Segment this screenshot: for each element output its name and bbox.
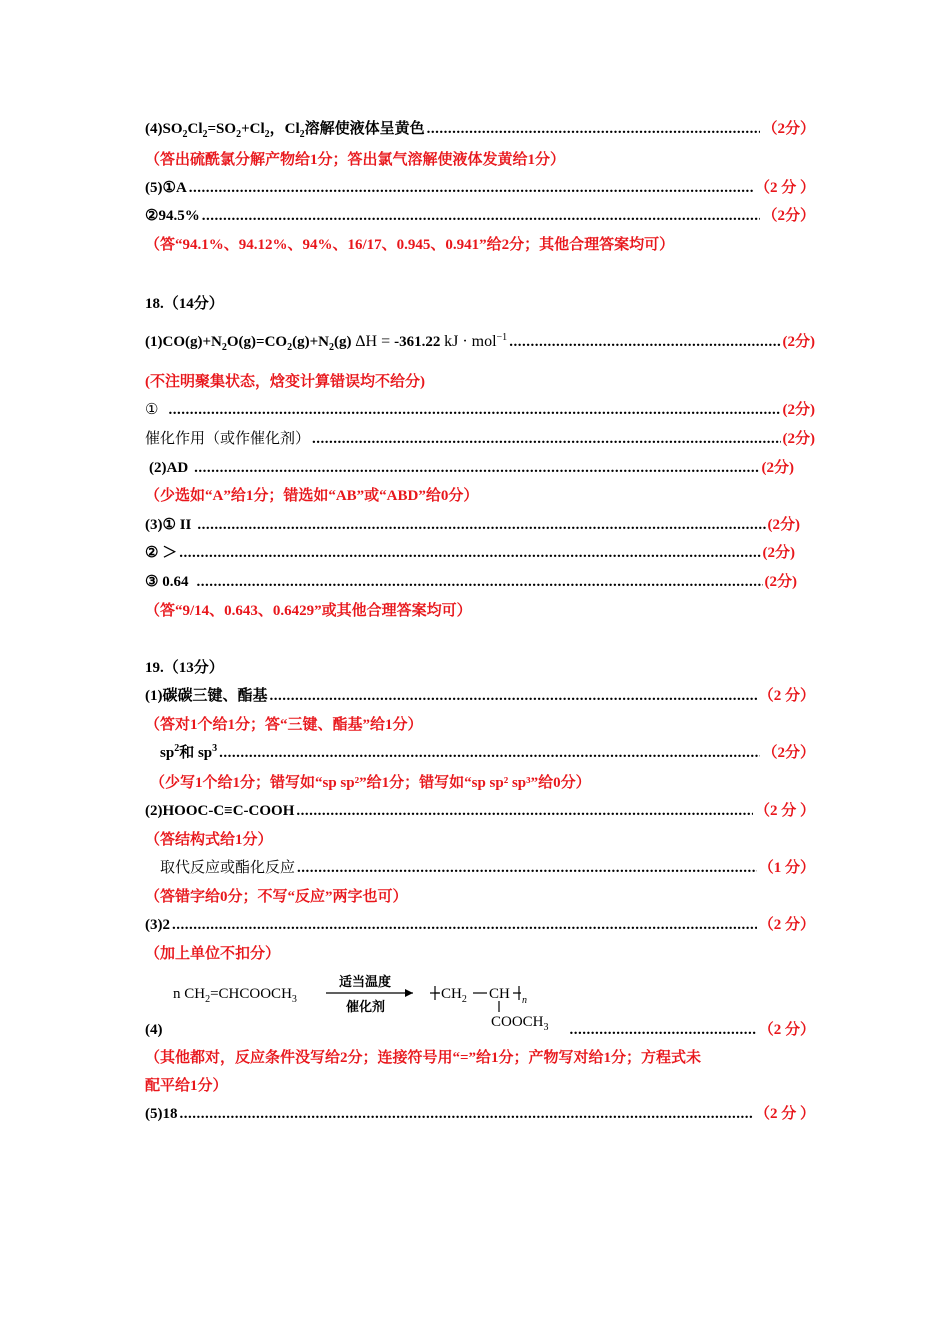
answer-18-3-1 xyxy=(145,513,800,539)
section-heading-18: 18.（14分） xyxy=(145,296,224,312)
answer-18-3-3 xyxy=(145,570,797,596)
answer-18-1 xyxy=(145,330,815,356)
answer-text: (1)碳碳三键、酯基 xyxy=(145,688,268,704)
grading-note: （答结构式给1分） xyxy=(145,832,273,848)
answer-17-5-2 xyxy=(145,204,815,230)
answer-19-5 xyxy=(145,1102,815,1128)
product-ester-group: $COOCH_3$ xyxy=(491,1014,549,1033)
answer-text: ②94.5% xyxy=(145,208,200,224)
answer-text: (2)HOOC-C≡C-COOH xyxy=(145,803,295,819)
score: （2分） xyxy=(762,208,815,224)
score: （2 分） xyxy=(758,917,815,933)
answer-18-1-circle xyxy=(145,398,815,424)
leader-dots xyxy=(197,517,765,534)
answer-text: (3)2 xyxy=(145,917,170,933)
answer-text: $(1)CO(g)+N_2O(g)=CO_2(g)+N_2(g) \Delta H = -361.22$ kJ · mol$^{-1}$ xyxy=(145,332,508,353)
answer-text: (2)AD xyxy=(149,460,189,476)
answer-text: (4) xyxy=(145,1022,163,1038)
leader-dots xyxy=(194,460,759,477)
score: (2分) xyxy=(762,545,795,561)
answer-text: (5)18 xyxy=(145,1106,178,1122)
score: （2 分 ） xyxy=(754,803,815,819)
answer-text: ② ＞ xyxy=(145,545,178,561)
answer-18-1-catalyst xyxy=(145,427,815,453)
product-ch: CH xyxy=(489,986,510,1002)
leader-dots xyxy=(427,121,761,138)
condition-catalyst: 催化剂 xyxy=(346,999,386,1014)
answer-text: (3)① II xyxy=(145,517,192,533)
leader-dots xyxy=(312,431,780,448)
answer-text: ① xyxy=(145,402,159,418)
grading-note: （答“94.1%、94.12%、94%、16/17、0.945、0.941”给2分；其他合理答案均可） xyxy=(145,237,675,253)
grading-note: （其他都对，反应条件没写给2分；连接符号用“=”给1分；产物写对给1分；方程式未 xyxy=(145,1050,702,1066)
answer-19-1-hybridization xyxy=(160,741,815,767)
leader-dots xyxy=(189,180,753,197)
leader-dots xyxy=(202,208,761,225)
condition-temperature: 适当温度 xyxy=(339,974,392,989)
repeat-n: n xyxy=(522,995,527,1006)
leader-dots xyxy=(196,574,762,591)
answer-17-5-1 xyxy=(145,176,815,202)
grading-note: （答“9/14、0.643、0.6429”或其他合理答案均可） xyxy=(145,603,472,619)
answer-19-1 xyxy=(145,684,815,710)
leader-dots xyxy=(168,402,780,419)
score: （1 分） xyxy=(758,860,815,876)
reactant-formula: n $CH_2=CHCOOCH_3$ xyxy=(173,986,297,1005)
grading-note: 配平给1分） xyxy=(145,1078,228,1094)
grading-note: （答对1个给1分；答“三键、酯基”给1分） xyxy=(145,717,423,733)
score: （2 分 ） xyxy=(754,1106,815,1122)
answer-19-2-reaction xyxy=(160,856,815,882)
product-ch2: $CH_2$ xyxy=(441,986,467,1005)
grading-note: （加上单位不扣分） xyxy=(145,946,281,962)
score: (2分) xyxy=(782,334,815,350)
leader-dots xyxy=(180,1106,753,1123)
grading-note: (不注明聚集状态，焓变计算错误均不给分) xyxy=(145,374,425,390)
leader-dots xyxy=(172,917,757,934)
score: (2分) xyxy=(767,517,800,533)
score: (2分) xyxy=(761,460,794,476)
answer-17-4 xyxy=(145,117,815,143)
answer-19-2 xyxy=(145,799,815,825)
grading-note: （少选如“A”给1分；错选如“AB”或“ABD”给0分） xyxy=(145,488,479,504)
score: （2 分 ） xyxy=(754,180,815,196)
grading-note: （答错字给0分；不写“反应”两字也可） xyxy=(145,889,408,905)
section-heading-19: 19.（13分） xyxy=(145,660,224,676)
leader-dots xyxy=(219,745,760,762)
answer-18-2 xyxy=(149,456,794,482)
grading-note: （答出硫酰氯分解产物给1分；答出氯气溶解使液体发黄给1分） xyxy=(145,152,566,168)
score: (2分) xyxy=(782,402,815,418)
answer-text: $(4)SO_2Cl_2=SO_2+Cl_2$，$Cl_2$溶解使液体呈黄色 xyxy=(145,121,425,140)
answer-text: 催化作用（或作催化剂） xyxy=(145,431,311,447)
reaction-arrow-head xyxy=(405,989,413,997)
leader-dots xyxy=(570,1022,757,1039)
leader-dots xyxy=(509,334,780,351)
answer-text: ③ 0.64 xyxy=(145,574,189,590)
bracket-right xyxy=(513,986,521,1000)
score: （2分） xyxy=(762,745,815,761)
leader-dots xyxy=(270,688,757,705)
grading-note: （少写1个给1分；错写如“sp sp²”给1分；错写如“sp sp² sp³”给0分） xyxy=(150,775,591,791)
score: （2 分） xyxy=(758,1022,815,1038)
score: (2分) xyxy=(782,431,815,447)
leader-dots xyxy=(296,803,753,820)
leader-dots xyxy=(179,545,760,562)
score: （2 分） xyxy=(758,688,815,704)
score: （2分） xyxy=(762,121,815,137)
answer-text: 取代反应或酯化反应 xyxy=(160,860,296,876)
score: (2分) xyxy=(764,574,797,590)
answer-19-4 xyxy=(145,1018,815,1044)
answer-text: $sp^2$和 $sp^3$ xyxy=(160,743,218,761)
leader-dots xyxy=(297,860,757,877)
answer-text: (5)①A xyxy=(145,180,187,196)
answer-19-3 xyxy=(145,913,815,939)
answer-18-3-2 xyxy=(145,541,795,567)
